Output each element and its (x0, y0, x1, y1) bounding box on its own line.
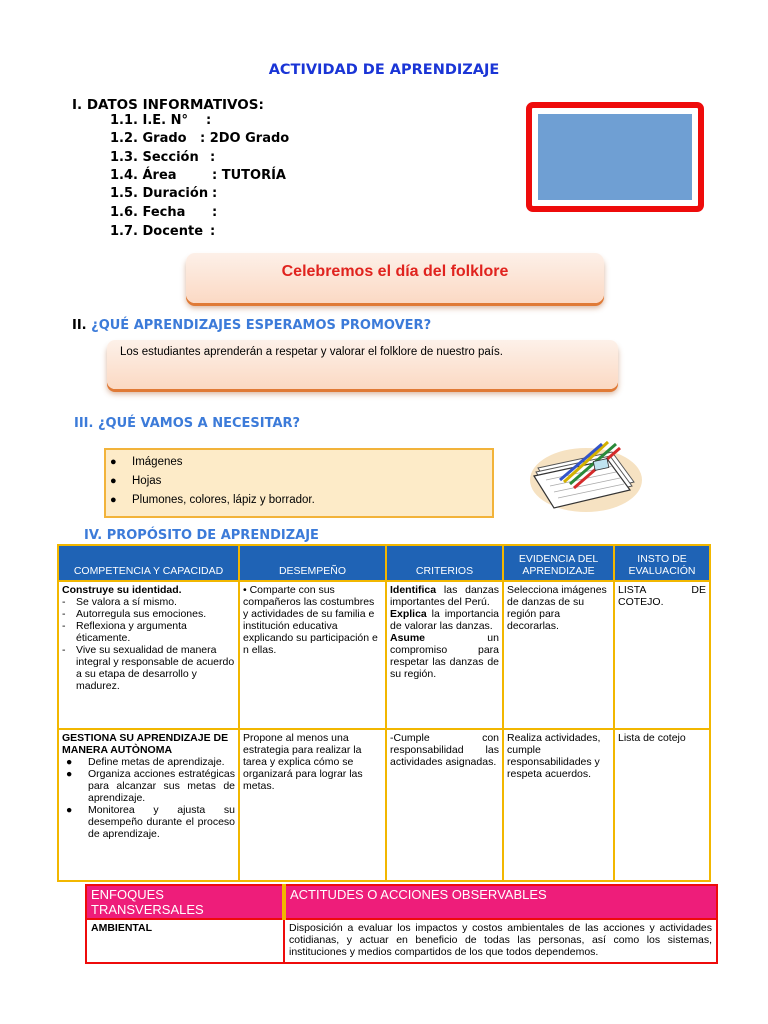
section-3-heading (74, 416, 300, 431)
list-item: ● Define metas de aprendizaje. (66, 756, 225, 768)
learning-box (107, 340, 618, 389)
evidencia-cell: Realiza actividades, cumple responsabilidades y respeta acuerdos. (503, 729, 614, 881)
datos-item-label: 1.1. I.E. N° (110, 113, 188, 128)
datos-item (110, 150, 215, 165)
bullet-icon: ● (110, 494, 117, 506)
datos-item-value: : (210, 224, 216, 239)
header-desempeno: DESEMPEÑO (239, 545, 386, 581)
table-header-row (58, 545, 710, 581)
bullet-icon: ● (110, 456, 117, 468)
datos-item-label: 1.3. Sección (110, 150, 199, 165)
list-item: - Autorregula sus emociones. (62, 608, 207, 620)
bullet-icon: ● (66, 768, 73, 780)
datos-item-value: : (206, 113, 212, 128)
list-item: ● Organiza acciones estratégicas para alcanzar sus metas de aprendizaje. (66, 768, 235, 804)
header-evidencia: EVIDENCIA DEL APRENDIZAJE (503, 545, 614, 581)
materials-box (104, 448, 494, 518)
datos-item-label: 1.5. Duración (110, 186, 209, 201)
instrumento-cell: LISTA DE COTEJO. (614, 581, 710, 729)
datos-item-label: 1.2. Grado (110, 131, 187, 146)
criterios-cell: -Cumple con responsabilidad las actividades asignadas. (386, 729, 503, 881)
enfoques-header: ENFOQUES TRANSVERSALES (86, 885, 284, 919)
criterios-cell (386, 581, 503, 729)
list-item: - Se valora a sí mismo. (62, 596, 177, 608)
activity-banner (186, 253, 604, 303)
capacidades-list (62, 756, 235, 840)
datos-item (110, 131, 289, 146)
photo-frame (526, 102, 704, 212)
header-instrumento: INSTO DE EVALUACIÓN (614, 545, 710, 581)
datos-item-value: : (210, 150, 216, 165)
materials-item: ● Imágenes (106, 453, 315, 472)
header-competencia: COMPETENCIA Y CAPACIDAD (58, 545, 239, 581)
materials-list (106, 453, 315, 510)
criterio-item: Explica la importancia de valorar las danzas. (390, 608, 499, 632)
datos-item (110, 113, 211, 128)
section-4-heading (84, 528, 319, 543)
competencia-cell (58, 729, 239, 881)
capacidades-list (62, 596, 235, 692)
enfoque-text: Disposición a evaluar los impactos y costos ambientales de las acciones y actividades cotidianas, y actuar en beneficio de todas las personas, así como los sistemas, instituciones y medios compartidos de los que todos dependemos. (284, 919, 717, 963)
enfoque-label: AMBIENTAL (86, 919, 284, 963)
instrumento-cell: Lista de cotejo (614, 729, 710, 881)
datos-item (110, 224, 215, 239)
header-criterios: CRITERIOS (386, 545, 503, 581)
list-item: ● Monitorea y ajusta su desempeño durante el proceso de aprendizaje. (66, 804, 235, 840)
enfoques-header-row (86, 885, 717, 919)
table-row (86, 919, 717, 963)
bullet-icon: ● (110, 475, 117, 487)
section-2-heading (72, 318, 431, 333)
actitudes-header: ACTITUDES O ACCIONES OBSERVABLES (284, 885, 717, 919)
datos-item-value: : (212, 205, 218, 220)
datos-item-label: 1.6. Fecha (110, 205, 186, 220)
evidencia-cell: Selecciona imágenes de danzas de su región para decorarlas. (503, 581, 614, 729)
section-4-title: PROPÓSITO DE APRENDIZAJE (106, 528, 319, 543)
section-2-number: II. (72, 318, 87, 333)
datos-item-value: : 2DO Grado (200, 131, 290, 146)
competencia-title: Construye su identidad. (62, 584, 182, 596)
desempeno-cell: • Comparte con sus compañeros las costumbres y actividades de su familia e institución educativa explicando su participación e n ellas. (239, 581, 386, 729)
section-2-title: ¿QUÉ APRENDIZAJES ESPERAMOS PROMOVER? (91, 318, 432, 333)
datos-item-value: : (212, 186, 218, 201)
table-row (58, 729, 710, 881)
purpose-table (57, 544, 711, 882)
page-title: ACTIVIDAD DE APRENDIZAJE (268, 62, 500, 78)
desempeno-cell: Propone al menos una estrategia para realizar la tarea y explica cómo se organizará para lograr las metas. (239, 729, 386, 881)
list-item: - Vive su sexualidad de manera integral y responsable de acuerdo a su etapa de desarrollo y madurez. (62, 644, 235, 692)
list-item: - Reflexiona y argumenta éticamente. (62, 620, 187, 644)
materials-item: ● Plumones, colores, lápiz y borrador. (106, 491, 315, 510)
datos-item (110, 168, 286, 183)
bullet-icon: ● (66, 756, 73, 768)
criterio-item: Asume un compromiso para respetar las danzas de su región. (390, 632, 499, 680)
datos-item-label: 1.4. Área (110, 168, 177, 183)
school-supplies-icon (524, 430, 642, 514)
learning-text: Los estudiantes aprenderán a respetar y valorar el folklore de nuestro país. (120, 346, 503, 358)
section-3-title: ¿QUÉ VAMOS A NECESITAR? (97, 416, 301, 431)
datos-heading: I. DATOS INFORMATIVOS: (72, 97, 264, 113)
table-row (58, 581, 710, 729)
datos-item (110, 186, 217, 201)
enfoques-table (85, 884, 718, 964)
materials-item: ● Hojas (106, 472, 315, 491)
bullet-icon: ● (66, 804, 73, 816)
datos-item-label: 1.7. Docente (110, 224, 204, 239)
datos-item-value: : TUTORÍA (212, 168, 286, 183)
competencia-cell (58, 581, 239, 729)
section-3-number: III. (74, 416, 94, 431)
criterio-item: Identifica las danzas importantes del Perú. (390, 584, 499, 608)
photo-placeholder (538, 114, 692, 200)
competencia-title: GESTIONA SU APRENDIZAJE DE MANERA AUTÒNOMA (62, 732, 229, 756)
section-4-number: IV. (84, 528, 103, 543)
datos-item (110, 205, 217, 220)
activity-title: Celebremos el día del folklore (281, 263, 509, 280)
